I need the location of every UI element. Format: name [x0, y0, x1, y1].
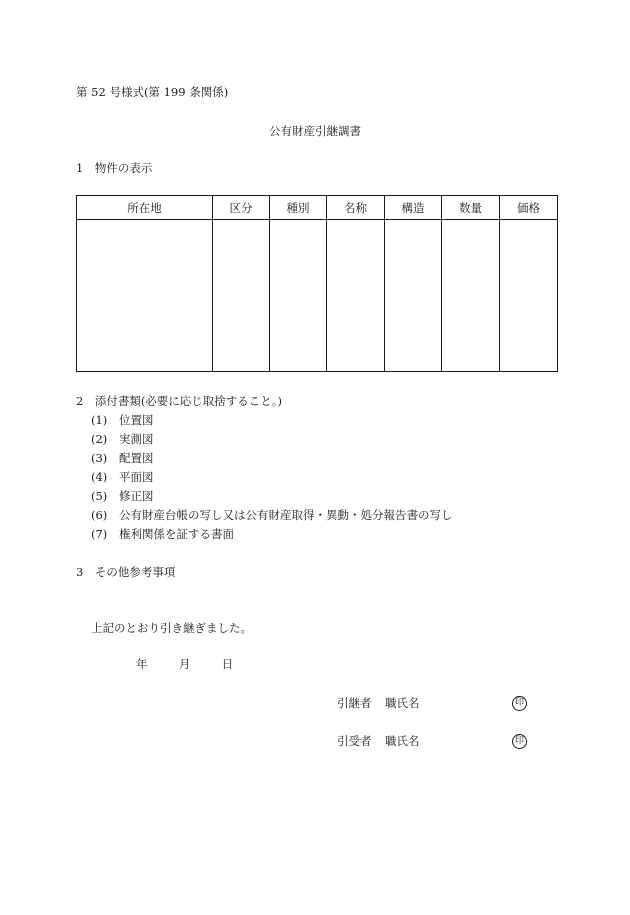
- table-header-row: [77, 196, 558, 220]
- date-year-label: 年: [136, 657, 148, 671]
- cell-type[interactable]: [270, 220, 327, 372]
- list-item-number: (7): [91, 527, 108, 541]
- section1-heading: 1 物件の表示: [76, 161, 153, 175]
- table-row: [77, 220, 558, 372]
- col-header-name: 名称: [327, 196, 385, 220]
- list-item-number: (6): [91, 508, 108, 522]
- col-header-quantity: 数量: [442, 196, 500, 220]
- signature-field-label: 職氏名: [385, 734, 420, 748]
- date-line: [136, 657, 233, 671]
- seal-icon: 印: [512, 734, 527, 749]
- list-item-number: (3): [91, 451, 108, 465]
- section2-heading: 2 添付書類(必要に応じ取捨すること。): [76, 394, 283, 408]
- col-header-type: 種別: [270, 196, 327, 220]
- list-item-text: 位置図: [119, 413, 154, 427]
- date-day-label: 日: [221, 657, 234, 671]
- list-item-number: (2): [91, 432, 108, 446]
- closing-statement: 上記のとおり引き継ぎました。: [91, 621, 252, 635]
- cell-name[interactable]: [327, 220, 385, 372]
- list-item-number: (5): [91, 489, 108, 503]
- property-table: [76, 195, 558, 372]
- cell-price[interactable]: [500, 220, 558, 372]
- cell-location[interactable]: [77, 220, 213, 372]
- list-item-text: 公有財産台帳の写し又は公有財産取得・異動・処分報告書の写し: [119, 508, 453, 522]
- list-item-text: 配置図: [119, 451, 154, 465]
- cell-structure[interactable]: [385, 220, 442, 372]
- signature-role: 引受者: [337, 734, 372, 748]
- col-header-location: 所在地: [77, 196, 213, 220]
- col-header-structure: 構造: [385, 196, 442, 220]
- list-item-text: 修正図: [119, 489, 154, 503]
- signature-role: 引継者: [337, 696, 372, 710]
- list-item-number: (1): [91, 413, 108, 427]
- document-title: 公有財産引継調書: [269, 124, 361, 138]
- form-number: 第 52 号様式(第 199 条関係): [76, 85, 229, 99]
- col-header-price: 価格: [500, 196, 558, 220]
- cell-quantity[interactable]: [442, 220, 500, 372]
- cell-category[interactable]: [213, 220, 270, 372]
- signature-field-label: 職氏名: [385, 696, 420, 710]
- list-item-text: 平面図: [119, 470, 154, 484]
- date-month-label: 月: [178, 657, 191, 671]
- list-item-text: 権利関係を証する書面: [119, 527, 234, 541]
- seal-icon: 印: [512, 696, 527, 711]
- list-item-number: (4): [91, 470, 108, 484]
- list-item-text: 実測図: [119, 432, 154, 446]
- section3-heading: 3 その他参考事項: [76, 565, 176, 579]
- col-header-category: 区分: [213, 196, 270, 220]
